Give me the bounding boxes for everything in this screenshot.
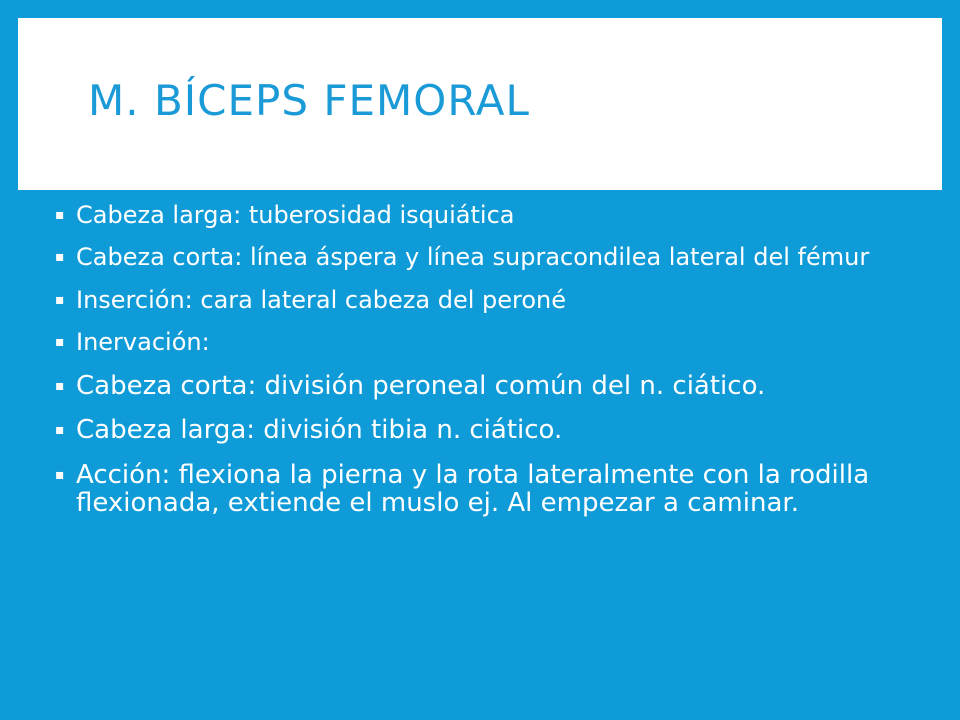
bullet-icon: ▪ [55, 466, 65, 483]
slide-title: M. BÍCEPS FEMORAL [88, 76, 530, 125]
list-item [54, 416, 894, 445]
list-item [54, 244, 894, 270]
bullet-text: Inervación: [76, 328, 210, 357]
bullet-list [54, 202, 894, 534]
bullet-icon: ▪ [55, 207, 65, 223]
bullet-text: Cabeza corta: línea áspera y línea supracondilea lateral del fémur [76, 243, 870, 272]
bullet-icon: ▪ [55, 377, 65, 394]
list-item [54, 202, 894, 228]
bullet-text: Acción: flexiona la pierna y la rota lateralmente con la rodilla flexionada, extiende el muslo ej. Al empezar a caminar. [76, 459, 870, 519]
bullet-text: Cabeza corta: división peroneal común del n. ciático. [76, 370, 766, 401]
bullet-icon: ▪ [55, 334, 65, 351]
list-item [54, 372, 894, 401]
bullet-icon: ▪ [55, 422, 65, 439]
bullet-icon: ▪ [55, 291, 65, 308]
list-item [54, 287, 894, 313]
list-item [54, 461, 894, 518]
bullet-text: Inserción: cara lateral cabeza del peroné [76, 285, 567, 314]
title-panel [18, 18, 942, 190]
bullet-text: Cabeza larga: tuberosidad isquiática [76, 201, 515, 229]
list-item [54, 329, 894, 355]
bullet-icon: ▪ [55, 249, 65, 266]
bullet-text: Cabeza larga: división tibia n. ciático. [76, 415, 563, 446]
